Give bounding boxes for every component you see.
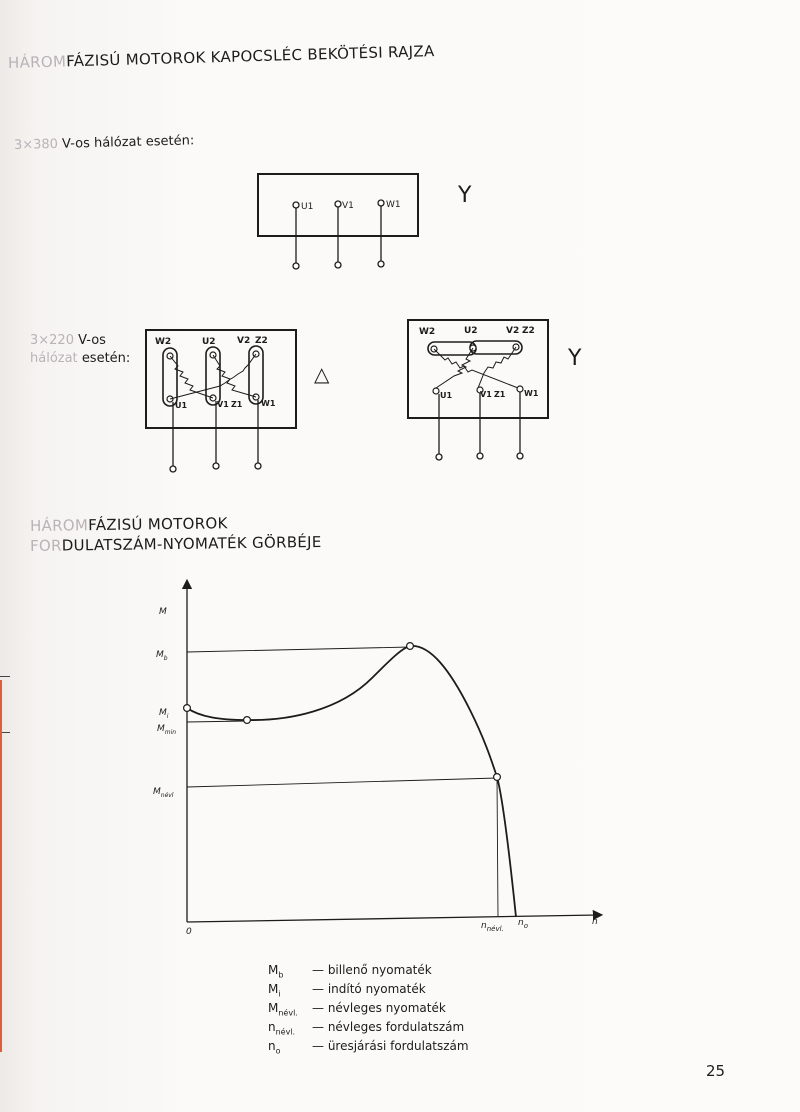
network-380-label	[14, 133, 195, 154]
terminal-label-v2: V2	[506, 326, 520, 336]
network-220-label	[30, 332, 130, 368]
ref-line-mb	[187, 647, 410, 652]
terminal-label-u2: U2	[464, 326, 478, 336]
legend-item	[268, 1018, 464, 1037]
terminal-label-u1: U1	[440, 391, 453, 400]
title-faded-part: FOR	[29, 536, 62, 555]
point-m-min	[244, 717, 251, 724]
y-tick-mnevl: $M_{névl}$	[153, 787, 174, 799]
y-tick-labels	[153, 650, 176, 799]
title-main-part: FÁZISÚ MOTOROK	[88, 514, 228, 535]
point-m-i	[184, 705, 191, 712]
delta-symbol: △	[314, 362, 330, 386]
title-faded-part: HÁROM	[29, 516, 89, 535]
terminal-label: W1	[386, 200, 401, 210]
terminal-label-w2: W2	[155, 337, 172, 347]
terminal-label-u1: U1	[175, 401, 188, 410]
terminal-box-380-star	[250, 168, 500, 280]
terminal-label-u2: U2	[202, 337, 216, 347]
title-main-part: FÁZISÚ MOTOROK KAPOCSLÉC BEKÖTÉSI RAJZA	[65, 42, 435, 71]
title-main-part: DULATSZÁM-NYOMATÉK GÖRBÉJE	[61, 532, 322, 555]
legend-symbol: $M_{névl.}$	[268, 1001, 298, 1018]
legend-text: — billenő nyomaték	[312, 963, 432, 977]
x-tick-no: $n_o$	[518, 918, 529, 930]
page-edge-line	[0, 676, 10, 677]
terminal-v1	[335, 201, 354, 268]
legend-item	[268, 999, 446, 1018]
legend-text: — indító nyomaték	[312, 982, 426, 996]
legend-text: — névleges fordulatszám	[312, 1020, 465, 1034]
ref-line-mnevl	[187, 778, 497, 787]
legend-symbol: $n_o$	[268, 1039, 281, 1056]
legend-item	[268, 980, 426, 999]
torque-speed-chart	[140, 570, 630, 950]
ref-line-nnevl	[497, 778, 498, 917]
terminal-label-v1: V1	[480, 390, 492, 399]
terminal-label: V1	[342, 201, 354, 211]
terminal-box-220-star	[400, 312, 600, 468]
star-symbol: Y	[458, 183, 472, 208]
label-faded-part: 3×220	[30, 333, 74, 348]
reference-lines	[187, 647, 498, 917]
annotated-points	[184, 643, 501, 781]
page-number: 25	[706, 1062, 726, 1080]
terminal-label-z1: Z1	[231, 400, 243, 409]
winding-zigzags	[434, 347, 518, 388]
y-tick-mmin: $M_{min}$	[157, 724, 177, 736]
section-title-wiring	[8, 42, 435, 73]
legend-symbol: $M_i$	[268, 982, 281, 999]
label-faded-part: hálózat	[30, 351, 78, 366]
title-faded-part: HÁROM	[7, 52, 67, 72]
legend-text: — üresjárási fordulatszám	[312, 1039, 469, 1053]
torque-curve	[187, 646, 516, 917]
x-axis	[187, 915, 598, 922]
terminal-label-w1: W1	[524, 389, 539, 398]
origin-label: 0	[186, 927, 192, 937]
label-main-part: V-os hálózat esetén:	[61, 133, 195, 152]
page-edge-stripe	[0, 680, 2, 1052]
terminal-label-v2: V2	[237, 336, 251, 346]
terminal-label: U1	[301, 202, 314, 212]
label-faded-part: 3×380	[13, 136, 59, 153]
terminal-label-w1: W1	[261, 399, 276, 408]
legend-text: — névleges nyomaték	[312, 1001, 446, 1015]
section-title-curve	[30, 516, 322, 556]
y-tick-mi: $M_i$	[159, 708, 169, 720]
legend-symbol: $M_b$	[268, 963, 284, 980]
legend-item	[268, 1037, 469, 1056]
terminal-label-w2: W2	[419, 327, 436, 337]
terminal-w1	[378, 200, 401, 267]
x-tick-labels	[481, 918, 528, 933]
x-tick-nnevl: $n_{névl.}$	[481, 921, 504, 933]
point-m-b	[407, 643, 414, 650]
legend-item	[268, 961, 432, 980]
y-axis-label: M	[159, 607, 167, 617]
point-m-nevl	[494, 774, 501, 781]
legend-symbol: $n_{névl.}$	[268, 1020, 296, 1037]
terminal-label-z2: Z2	[255, 336, 268, 346]
terminal-label-v1: V1	[217, 400, 229, 409]
y-tick-mb: $M_b$	[156, 650, 168, 662]
terminal-label-z2: Z2	[522, 326, 535, 336]
x-axis-label: n	[592, 917, 598, 927]
label-main-part: V-os	[78, 333, 106, 348]
winding-zigzags	[170, 354, 256, 399]
label-main-part: esetén:	[81, 351, 131, 366]
terminal-label-z1: Z1	[494, 390, 506, 399]
terminal-box-220-delta	[140, 322, 340, 478]
star-symbol-220: Y	[568, 346, 582, 371]
chart-axes	[187, 584, 598, 922]
ref-line-mmin	[187, 721, 247, 722]
